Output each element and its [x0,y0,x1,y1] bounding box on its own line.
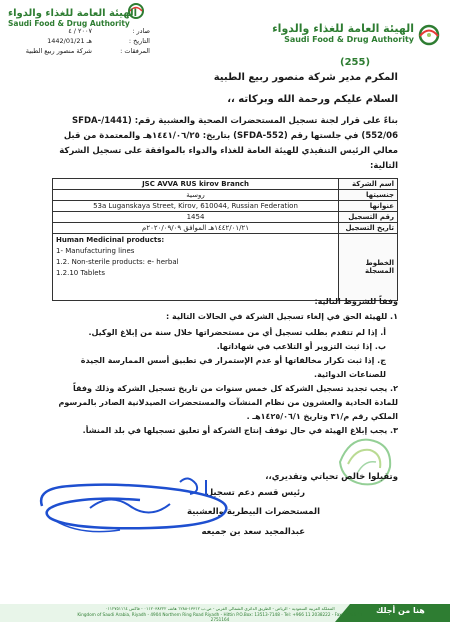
conditions-list [52,326,398,438]
greeting: السلام عليكم ورحمة الله وبركاته ،، [227,94,398,105]
sfda-logo-icon [416,22,442,52]
signer-title-1: رئيس قسم دعم تسجيل [205,488,305,498]
condition-1b: ب. إذا ثبت التزوير أو التلاعب في شهاداتها. [216,342,386,351]
signer-name: عبدالمجيد سعد بن جميعه [201,527,305,537]
condition-1a: أ. إذا لم تتقدم بطلب تسجيل أي من مستحضراتها خلال سنة من إبلاغ الوكيل. [88,328,386,337]
addressee: المكرم مدير شركة منصور ربيع الطبية [213,72,398,83]
products-line-3: 1.2.10 Tablets [56,269,105,277]
condition-3: ٣. يجب إبلاغ الهيئة في حال توقف إنتاج الشركة أو تعليق تسجيلها في بلد المنشأ. [82,426,398,435]
meta-label-date: التاريخ : [128,37,150,45]
products-title: Human Medicinal products: [56,236,165,244]
registered-lines-value [53,234,339,301]
footer-address-ar: المملكة العربية السعودية - الرياض - الطريق الدائري الشمالي الغربي - ص.ب ١٣٣١٢-٦٢٨٨ هاتف ٠١١٢٠٣٨٢٢٢ - فاكس ٠١١٢٧٥١١٦٤ [105,606,335,611]
conditions-intro: وفقاً للشروط التالية: [314,297,398,306]
registration-number-label: رقم التسجيل [339,212,398,223]
footer-slogan: هنا من أجلك [376,606,425,615]
condition-1: ١. للهيئة الحق في إلغاء تسجيل الشركة في الحالات التالية : [166,312,398,321]
official-stamp [330,432,400,496]
org-name-ar-small: الهيئة العامة للغذاء والدواء [8,8,138,19]
meta-value-attachments: شركة منصور ربيع الطبية [25,47,92,55]
header-left-logo [8,8,148,28]
address-value: 53a Luganskaya Street, Kirov, 610044, Russian Federation [53,201,339,212]
footer [0,594,450,635]
reference-number: (255) [340,57,371,68]
table-row [53,190,398,201]
meta-value-date: 1442/01/21 هـ [47,37,92,45]
footer-address-en: Kingdom of Saudi Arabia, Riyadh - 4904 Northern Ring Road Riyadh - Hittin P.O.Box: 13513-7148 - Tel: +966 11 2038222 - Fax: +966 11 2751164 [77,611,363,622]
company-name-value: JSC AVVA RUS kirov Branch [53,179,339,190]
header-right-logo [264,22,414,44]
address-label: عنوانها [339,201,398,212]
table-row [53,179,398,190]
registration-table [52,178,398,301]
registration-date-value: ١٤٤٢/٠١/٢١هـ الموافق ٢٠٢٠/٠٩/٠٩م [53,223,339,234]
table-row [53,212,398,223]
meta-label-attachments: المرفقات : [120,47,150,55]
meta-labels [92,26,150,56]
meta-value-issued: ٢٠٠٧ / ٤ [68,27,92,35]
products-line-1: 1- Manufacturing lines [56,247,135,255]
closing-regards: وتقبلوا خالص تحياتي وتقديري،، [265,472,398,482]
org-name-ar: الهيئة العامة للغذاء والدواء [272,22,414,35]
org-name-en-small: Saudi Food & Drug Authority [8,19,130,28]
nationality-value: روسية [53,190,339,201]
org-name-en: Saudi Food & Drug Authority [284,35,414,44]
products-line-2: 1.2. Non-sterile products: e- herbal [56,258,179,266]
meta-values [14,26,92,56]
company-name-label: اسم الشركة [339,179,398,190]
handwritten-signature [30,470,250,544]
condition-1c: ج. إذا ثبت تكرار مخالفاتها أو عدم الإستمرار في تطبيق أسس الممارسة الجيدة للصناعات الدوائية. [80,356,386,379]
signer-title-2: المستحضرات البيطرية والعشبية [187,507,320,517]
condition-2: ٢. يجب تجديد تسجيل الشركة كل خمس سنوات من تاريخ تسجيل الشركة وذلك وفقاً للمادة الحادية والعشرون من نظام المنشآت والمستحضرات الصيدلانية الصادر بالمرسوم الملكي رقم م/٣١ وتاريخ ١٤٢٥/٠٦/١هـ . [58,384,398,421]
nationality-label: جنسيتها [339,190,398,201]
table-row [53,223,398,234]
registered-lines-label: الخطوط المسجلة [339,234,398,301]
intro-paragraph: بناءً على قرار لجنة تسجيل المستحضرات الصحية والعشبية رقم: (1441/SFDA-552/06) في جلستها رقم (SFDA-552) بتاريخ: ١٤٤١/٠٦/٢٥هـ والمعتمدة من قبل معالي الرئيس التنفيذي للهيئة العامة للغذاء والدواء بالموافقة على تسجيل الشركة التالية: [59,116,398,171]
registration-date-label: تاريخ التسجيل [339,223,398,234]
registration-number-value: 1454 [53,212,339,223]
footer-address [70,606,370,623]
meta-label-issued: صادر : [132,27,150,35]
table-row [53,234,398,301]
table-row [53,201,398,212]
